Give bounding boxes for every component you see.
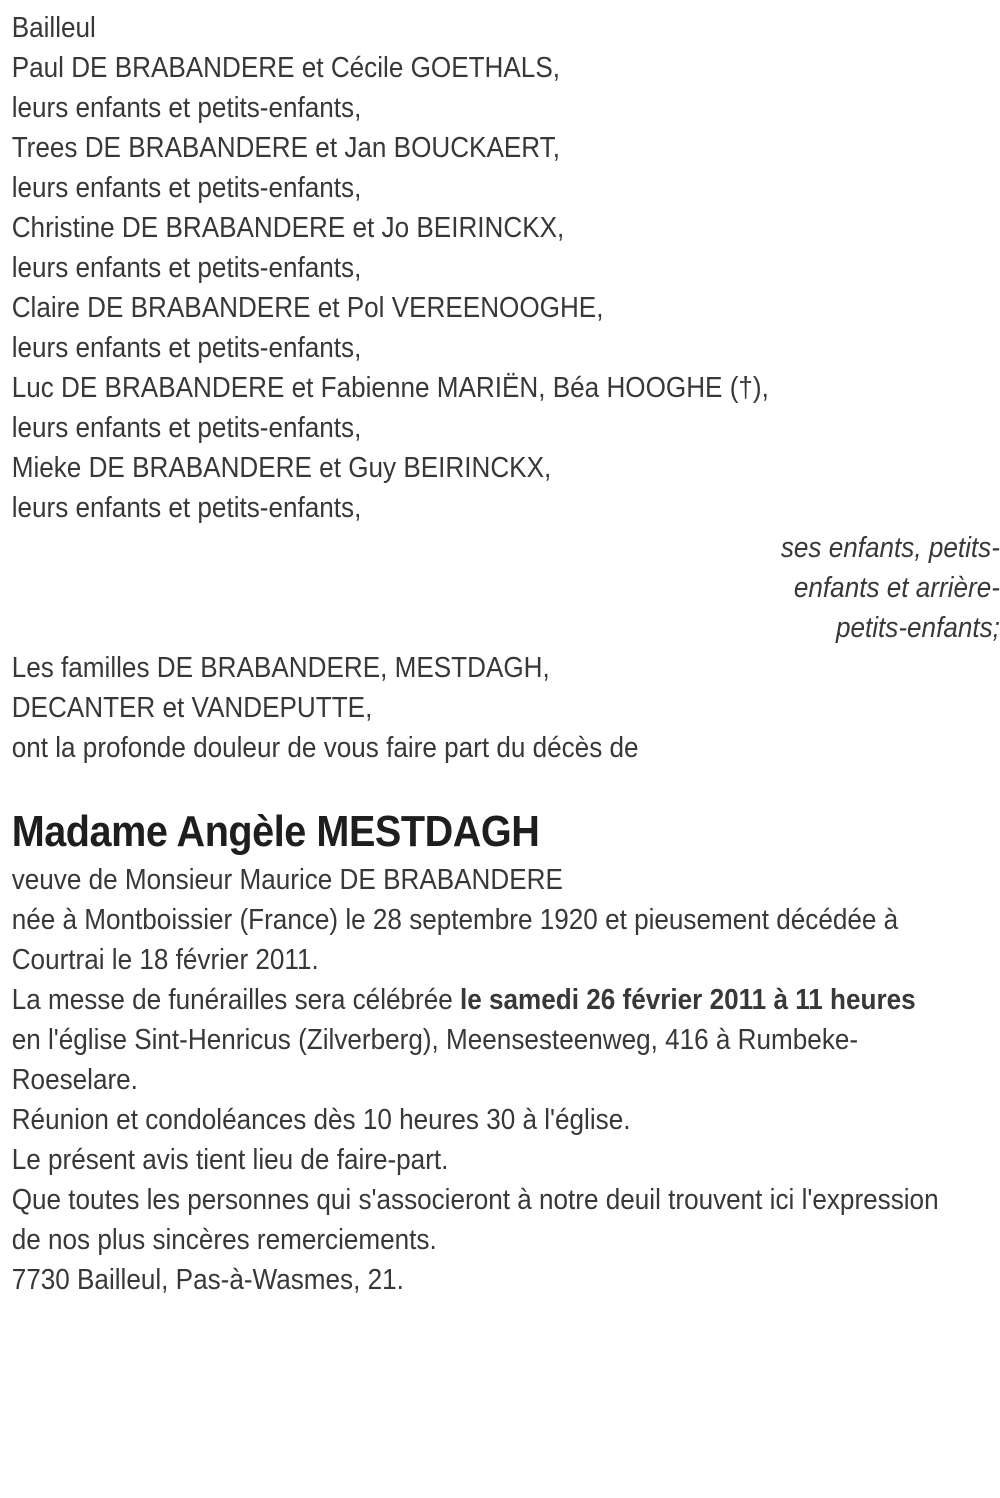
thanks-paragraph: Que toutes les personnes qui s'associeront à notre deuil trouvent ici l'expression de nos plus sincères remerciements. [11, 1184, 939, 1256]
relation-note-line: petits-enfants; [835, 612, 1000, 644]
family-line: leurs enfants et petits-enfants, [11, 172, 362, 204]
family-list [12, 48, 1000, 528]
birth-death-paragraph: née à Montboissier (France) le 28 septembre 1920 et pieusement décédée à Courtrai le 18 février 2011. [11, 904, 899, 976]
mass-text-before: La messe de funérailles sera célébrée [11, 984, 461, 1016]
family-line: Luc DE BRABANDERE et Fabienne MARIËN, Béa HOOGHE (†), [11, 372, 769, 404]
family-line: leurs enfants et petits-enfants, [11, 92, 362, 124]
mass-text-after: en l'église Sint-Henricus (Zilverberg), Meensesteenweg, 416 à Rumbeke-Roeselare. [11, 1024, 859, 1096]
family-line: leurs enfants et petits-enfants, [11, 492, 362, 524]
relation-note-line: enfants et arrière- [793, 572, 1000, 604]
city-line: Bailleul [11, 12, 96, 44]
notice-line: Le présent avis tient lieu de faire-part. [11, 1144, 449, 1176]
family-line: Mieke DE BRABANDERE et Guy BEIRINCKX, [11, 452, 552, 484]
family-line: Paul DE BRABANDERE et Cécile GOETHALS, [11, 52, 560, 84]
mass-paragraph [12, 980, 943, 1100]
mass-datetime-bold: le samedi 26 février 2011 à 11 heures [460, 984, 916, 1016]
families-line: DECANTER et VANDEPUTTE, [11, 692, 373, 724]
condolences-line: Réunion et condoléances dès 10 heures 30 à l'église. [11, 1104, 631, 1136]
family-line: leurs enfants et petits-enfants, [11, 332, 362, 364]
deceased-name-heading: Madame Angèle MESTDAGH [11, 807, 540, 856]
family-line: Claire DE BRABANDERE et Pol VEREENOOGHE, [11, 292, 604, 324]
families-line: Les familles DE BRABANDERE, MESTDAGH, [11, 652, 550, 684]
family-line: leurs enfants et petits-enfants, [11, 252, 362, 284]
family-line: Trees DE BRABANDERE et Jan BOUCKAERT, [11, 132, 560, 164]
announcement-line: ont la profonde douleur de vous faire part du décès de [11, 732, 639, 764]
family-line: Christine DE BRABANDERE et Jo BEIRINCKX, [11, 212, 565, 244]
families-block [12, 648, 1000, 728]
widow-line: veuve de Monsieur Maurice DE BRABANDERE [11, 864, 563, 896]
address-line: 7730 Bailleul, Pas-à-Wasmes, 21. [11, 1264, 404, 1296]
relation-note-line: ses enfants, petits- [780, 532, 1000, 564]
relation-note [12, 528, 1000, 648]
family-line: leurs enfants et petits-enfants, [11, 412, 362, 444]
